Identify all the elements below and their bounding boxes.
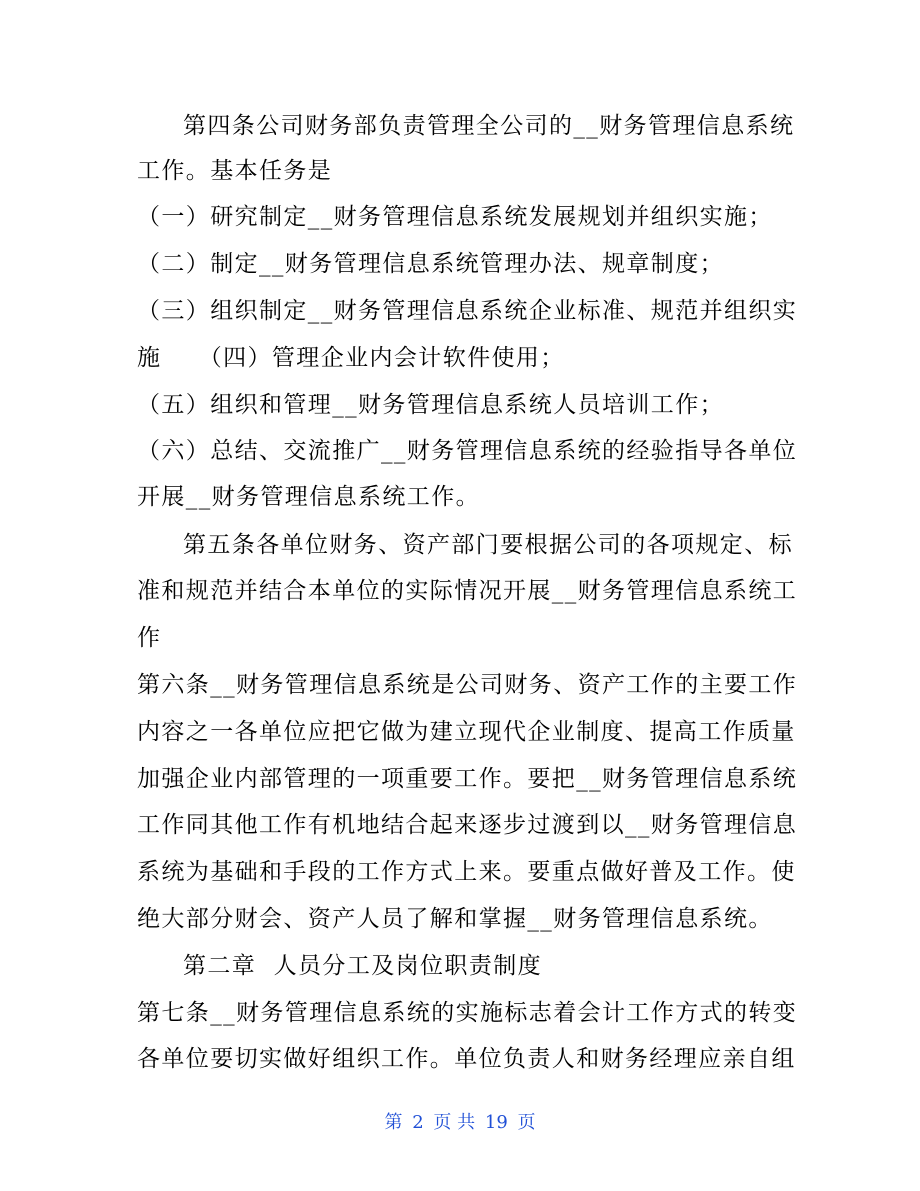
footer-total-pages: 19 [484,1112,508,1133]
footer-suffix: 页 [517,1112,536,1133]
text-line: （一）研究制定__财务管理信息系统发展规划并组织实施； [137,204,773,230]
text-line: 内容之一各单位应把它做为建立现代企业制度、提高工作质量 [137,719,796,745]
text-line: 准和规范并结合本单位的实际情况开展__财务管理信息系统工 [137,578,798,604]
text-line: 工作同其他工作有机地结合起来逐步过渡到以__财务管理信息 [137,812,798,838]
text-line: 各单位要切实做好组织工作。单位负责人和财务经理应亲自组 [137,1046,796,1072]
text-line: （三）组织制定__财务管理信息系统企业标准、规范并组织实 [137,298,798,324]
text-line: 系统为基础和手段的工作方式上来。要重点做好普及工作。使 [137,859,796,885]
text-line: （二）制定__财务管理信息系统管理办法、规章制度； [137,251,724,277]
text-line: 作 [137,625,162,651]
text-line: 第六条__财务管理信息系统是公司财务、资产工作的主要工作 [137,672,798,698]
footer-page-number: 2 [412,1112,424,1133]
footer-middle: 页 共 [433,1112,476,1133]
text-line: 第七条__财务管理信息系统的实施标志着会计工作方式的转变 [137,1000,798,1026]
text-line: 施 （四）管理企业内会计软件使用； [137,345,565,371]
page-footer [0,1111,920,1135]
text-line: 加强企业内部管理的一项重要工作。要把__财务管理信息系统 [137,766,798,792]
text-line: （六）总结、交流推广__财务管理信息系统的经验指导各单位 [137,438,798,464]
text-line: 工作。基本任务是 [137,158,333,184]
text-line: （五）组织和管理__财务管理信息系统人员培训工作； [137,392,724,418]
text-line: 第五条各单位财务、资产部门要根据公司的各项规定、标 [183,532,793,558]
text-line: 开展__财务管理信息系统工作。 [137,484,480,510]
text-line: 第四条公司财务部负责管理全公司的__财务管理信息系统 [183,113,795,139]
text-line: 绝大部分财会、资产人员了解和掌握__财务管理信息系统。 [137,906,773,932]
footer-prefix: 第 [384,1112,403,1133]
chapter-heading: 第二章 人员分工及岗位职责制度 [183,953,543,979]
